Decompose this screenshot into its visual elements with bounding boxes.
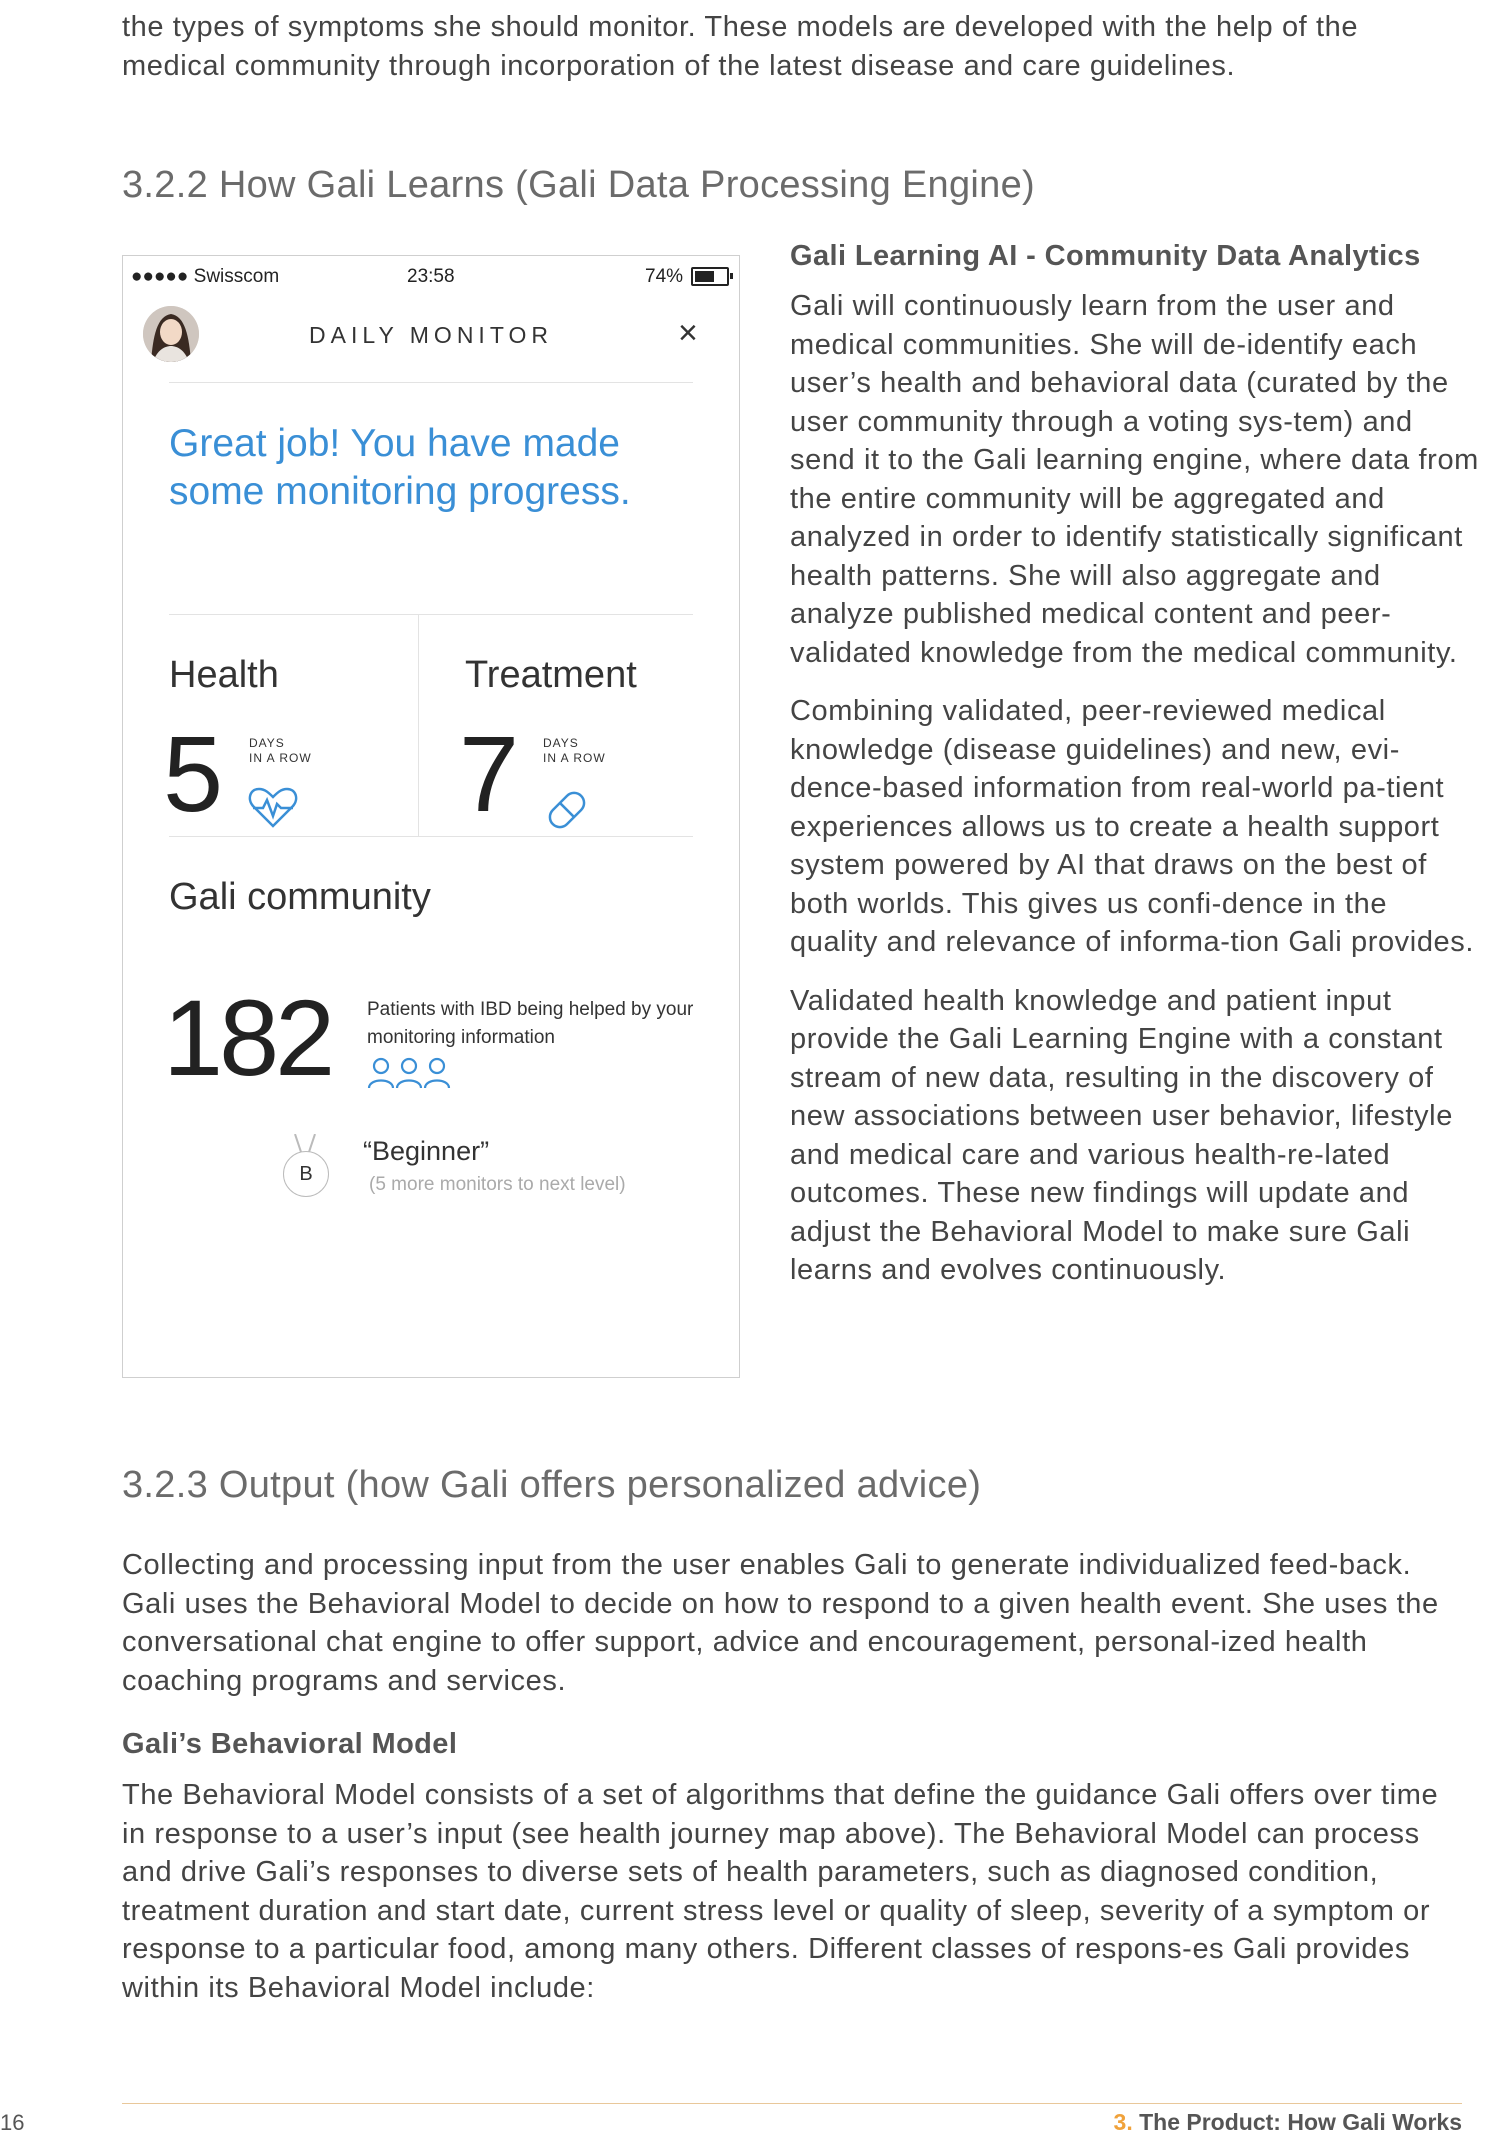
- page-number: 16: [0, 2110, 25, 2135]
- progress-message: Great job! You have made some monitoring progress.: [169, 422, 631, 513]
- status-time: 23:58: [407, 266, 455, 287]
- chapter-number: 3.: [1113, 2109, 1133, 2135]
- section-heading-3-2-3: 3.2.3 Output (how Gali offers personalized advice): [122, 1464, 982, 1506]
- unit-line: DAYS: [249, 736, 285, 750]
- chapter-title: The Product: How Gali Works: [1132, 2109, 1462, 2135]
- close-icon[interactable]: ×: [678, 314, 698, 352]
- pill-icon: [543, 786, 591, 834]
- health-label: Health: [169, 654, 279, 696]
- footer-divider: [122, 2103, 1462, 2104]
- divider: [169, 382, 693, 383]
- divider: [169, 614, 693, 615]
- paragraph: Gali will continuously learn from the user and medical communities. She will de-identify each user’s health and behavioral data (curated by the user community through a voting sys-tem) and send it to the Gali learning engine, where data from the entire community will be aggregated and analyzed in order to identify statistically significant health patterns. She will also aggregate and analyze published medical content and peer-validated knowledge from the medical community.: [790, 290, 1479, 669]
- paragraph: Combining validated, peer-reviewed medical knowledge (disease guidelines) and new, evi-dence-based information from real-world pa-tient experiences allows us to create a health support system powered by AI that draws on the best of both worlds. This gives us confi-dence in the quality and relevance of informa-tion Gali provides.: [790, 695, 1475, 958]
- battery-icon: [691, 267, 729, 286]
- level-badge: B: [283, 1151, 329, 1197]
- screen-title: DAILY MONITOR: [309, 322, 553, 348]
- heart-pulse-icon: [247, 786, 299, 830]
- treatment-label: Treatment: [465, 654, 637, 696]
- section-heading-3-2-2: 3.2.2 How Gali Learns (Gali Data Processing Engine): [122, 164, 1035, 206]
- unit-line: DAYS: [543, 736, 579, 750]
- health-days-unit: [249, 736, 312, 766]
- phone-screenshot: [122, 255, 740, 1378]
- treatment-days-value: 7: [459, 713, 520, 834]
- paragraph: Validated health knowledge and patient input provide the Gali Learning Engine with a constant stream of new data, resulting in the discovery of new associations between user behavior, lifestyle and medical care and various health-re-lated outcomes. These new findings will update and adjust the Behavioral Model to make sure Gali learns and evolves continuously.: [790, 984, 1453, 1286]
- intro-paragraph: the types of symptoms she should monitor. These models are developed with the help of the medical community through incorporation of the latest disease and care guidelines.: [122, 11, 1359, 82]
- carrier-label: ●●●●● Swisscom: [131, 266, 280, 287]
- divider: [169, 836, 693, 837]
- level-progress-text: (5 more monitors to next level): [369, 1174, 626, 1195]
- status-bar: [123, 262, 739, 292]
- column-divider: [418, 614, 419, 836]
- community-label: Gali community: [169, 876, 431, 918]
- right-column: [790, 240, 1480, 1310]
- chapter-footer: [1114, 2109, 1462, 2136]
- unit-line: IN A ROW: [543, 751, 606, 765]
- health-days-value: 5: [163, 713, 224, 834]
- output-paragraph: Collecting and processing input from the user enables Gali to generate individualized feed-back. Gali uses the Behavioral Model to decide on how to respond to a given health event. She uses the conversational chat engine to offer support, advice and encouragement, personal-ized health coaching programs and services.: [122, 1549, 1439, 1697]
- behavioral-model-paragraph: The Behavioral Model consists of a set of algorithms that define the guidance Gali offers over time in response to a user’s input (see health journey map above). The Behavioral Model can process and drive Gali’s responses to diverse sets of health parameters, such as diagnosed condition, treatment duration and start date, current stress level or quality of sleep, severity of a symptom or response to a particular food, among many others. Different classes of respons-es Gali provides within its Behavioral Model include:: [122, 1779, 1439, 2004]
- subheading-learning-ai: Gali Learning AI - Community Data Analytics: [790, 240, 1421, 272]
- people-icon: [367, 1056, 451, 1090]
- community-count: 182: [163, 977, 332, 1098]
- community-description: Patients with IBD being helped by your monitoring information: [367, 999, 694, 1048]
- unit-line: IN A ROW: [249, 751, 312, 765]
- subheading-behavioral-model: Gali’s Behavioral Model: [122, 1728, 458, 1760]
- battery-percent: 74%: [645, 266, 684, 287]
- level-name: “Beginner”: [363, 1136, 490, 1166]
- treatment-days-unit: [543, 736, 606, 766]
